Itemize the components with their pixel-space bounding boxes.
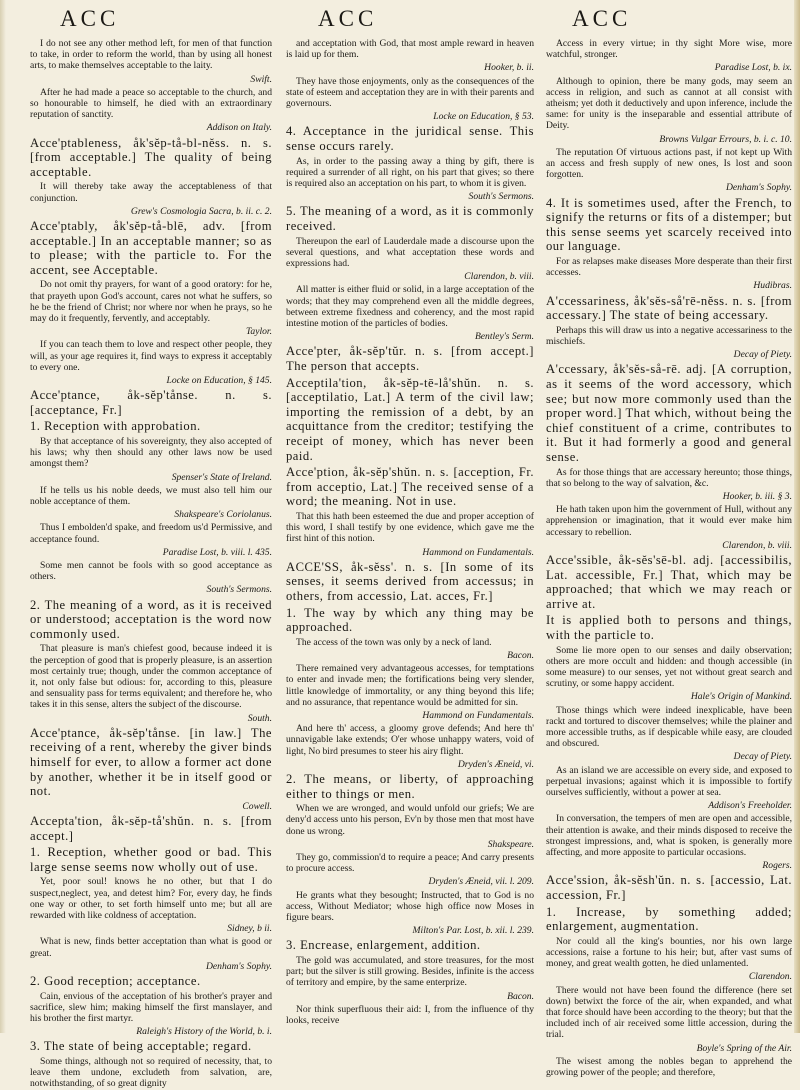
entry: 4. It is sometimes used, after the French, to signify the returns or fits of a distemper; but this sense seems yet scarcely received into our language. — [546, 195, 792, 254]
quotation: and acceptation with God, that most ample reward in heaven is laid up for them. — [286, 38, 534, 61]
column-3 — [546, 38, 792, 1079]
quotation: Cain, envious of the acceptation of his brother's prayer and sacrifice, slew him; making himself the first manslayer, and his brother the first martyr. — [30, 990, 272, 1025]
citation: Addison's Freeholder. — [708, 800, 792, 812]
quotation: The reputation Of virtuous actions past, if not kept up With an access and fresh supply of new ones, Is lost and soon forgotten. — [546, 146, 792, 181]
citation: South. — [247, 712, 272, 724]
citation: Hale's Origin of Mankind. — [690, 691, 792, 703]
citation: Raleigh's History of the World, b. i. — [136, 1026, 272, 1038]
entry: A'ccessary, åk'sĕs-så-rē. adj. [A corruption, as it seems of the word accessory, which see; but now more commonly used than the proper word.] That which, without being the chief constituent of a crime, contributes to it. But it had formerly a good and general sense. — [546, 362, 792, 464]
quotation: Some men cannot be fools with so good acceptance as others. — [30, 560, 272, 583]
quotation: As an island we are accessible on every side, and exposed to perpetual invasions; against which it is impossible to fortify ourselves sufficiently, without a power at sea. — [546, 764, 792, 798]
entry: Acce'ptance, åk-sĕp'tånse. n. s. [acceptance, Fr.] — [30, 388, 272, 417]
quotation: That pleasure is man's chiefest good, because indeed it is the perception of good that is properly pleasure, is an assertion most certainly true; though, under the common acceptance of it, not only false but odious: for, according to this, pleasure and sensuality pass for terms equivalent; and therefore he, who takes it in this sense, alters the subject of the discourse. — [30, 643, 272, 711]
citation: Grew's Cosmologia Sacra, b. ii. c. 2. — [130, 205, 272, 217]
page-left-edge — [0, 0, 6, 1033]
citation: South's Sermons. — [468, 191, 534, 203]
quotation: Do not omit thy prayers, for want of a good oratory: for he, that prayeth upon God's account, cares not what he suffers, so he be the friend of Christ; nor where nor when he prays, so he may do it frequently, fervently, and acceptably. — [30, 279, 272, 324]
quotation: All matter is either fluid or solid, in a large acceptation of the words; that they may comprehend even all the middle degrees, between extreme fixedness and coherency, and the most rapid intestine motion of the particles of bodies. — [286, 284, 534, 330]
citation: Clarendon, b. viii. — [722, 539, 792, 551]
citation: Swift. — [250, 73, 272, 85]
citation: Paradise Lost, b. viii. l. 435. — [162, 546, 272, 558]
quotation: He hath taken upon him the government of Hull, without any apprehension or imagination, that it would ever make him accessary to rebellion. — [546, 504, 792, 538]
citation: Hooker, b. ii. — [484, 62, 534, 74]
quotation: They go, commission'd to require a peace; And carry presents to procure access. — [286, 851, 534, 875]
entry: It is applied both to persons and things, with the particle to. — [546, 613, 792, 642]
quotation: There would not have been found the difference (here set down) betwixt the force of the air, when expanded, and what that force should have been according to the theory; but that the included inch of air received some little accession, during the trial. — [546, 984, 792, 1041]
quotation: The gold was accumulated, and store treasures, for the most part; but the silver is still growing. Besides, infinite is the access of territory and empire, by the same enterprize. — [286, 955, 534, 989]
citation: Taylor. — [245, 326, 272, 338]
entry: 1. Reception with approbation. — [30, 419, 201, 434]
citation: Shakspeare. — [487, 838, 534, 850]
citation: South's Sermons. — [206, 584, 272, 596]
citation: Denham's Sophy. — [725, 182, 792, 194]
citation: Hammond on Fundamentals. — [422, 709, 534, 721]
citation: Shakspeare's Coriolanus. — [174, 509, 272, 521]
quotation: For as relapses make diseases More desperate than their first accesses. — [546, 256, 792, 279]
citation: Locke on Education, § 53. — [433, 111, 534, 123]
entry: 1. The way by which any thing may be approached. — [286, 605, 534, 635]
quotation: As, in order to the passing away a thing by gift, there is required a surrender of all right, on his part that gives; so there is required also an acceptation on his part, to whom it is given. — [286, 155, 534, 190]
entry: Acce'ssion, åk-sĕsh'ŭn. n. s. [accessio, Lat. accession, Fr.] — [546, 873, 792, 903]
quotation: Some things, although not so required of necessity, that, to leave them undone, excludeth from salvation, are, notwithstanding, of so great dignity — [30, 1056, 272, 1090]
quotation: Those things which were indeed inexplicable, have been rackt and tortured to discover themselves; while the plainer and more accessible truths, as if despicable while easy, are clouded and obscured. — [546, 704, 792, 750]
header-right: ACC — [572, 6, 632, 31]
citation: Rogers. — [762, 860, 792, 872]
quotation: Thus I embolden'd spake, and freedom us'd Permissive, and acceptance found. — [30, 522, 272, 545]
quotation: By that acceptance of his sovereignty, they also accepted of his laws; why then should any other laws now be used amongst them? — [30, 436, 272, 470]
quotation: He grants what they besought; Instructed, that to God is no access, Without Mediator; whose high office now Moses in figure bears. — [286, 889, 534, 923]
citation: Dryden's Æneid, vii. l. 209. — [428, 876, 534, 888]
entry: A'ccessariness, åk'sĕs-så'rē-nĕss. n. s. [from accessary.] The state of being accessary. — [546, 293, 792, 323]
quotation: In conversation, the tempers of men are open and accessible, their attention is awake, and their minds disposed to receive the strongest impressions, and, what is spoken, is generally more affecting, and more apposite to particular occasions. — [546, 813, 792, 859]
citation: Browns Vulgar Errours, b. i. c. 10. — [659, 133, 792, 145]
citation: Boyle's Spring of the Air. — [696, 1042, 792, 1054]
entry: Acce'ptably, åk'sĕp-tå-blē, adv. [from acceptable.] In an acceptable manner; so as to please; with the particle to. For the accent, see Acceptable. — [30, 219, 272, 277]
quotation: If he tells us his noble deeds, we must also tell him our noble acceptance of them. — [30, 484, 272, 508]
citation: Milton's Par. Lost, b. xii. l. 239. — [412, 925, 534, 937]
citation: Locke on Education, § 145. — [166, 375, 272, 387]
entry: 2. The means, or liberty, of approaching either to things or men. — [286, 771, 534, 801]
quotation: If you can teach them to love and respect other people, they will, as your age requires it, find ways to express it acceptably to every one. — [30, 339, 272, 373]
entry: Acce'ptableness, åk'sĕp-tå-bl-nĕss. n. s. [from acceptable.] The quality of being acceptable. — [30, 135, 272, 179]
citation: Bacon. — [507, 990, 534, 1002]
header-left: ACC — [60, 6, 120, 31]
quotation: Some lie more open to our senses and daily observation; others are more occult and hidden: and though accessible (in some measure) to our senses, yet not without great search and scrutiny, or some happy accident. — [546, 644, 792, 690]
citation: Cowell. — [242, 800, 272, 812]
quotation: Although to opinion, there be many gods, may seem an access in religion, and such as cannot at all consist with atheism; yet doth it deductively and upon inference, include the same: for unity is the inseparable and essential attribute of Deity. — [546, 75, 792, 132]
citation: Paradise Lost, b. ix. — [714, 62, 792, 74]
citation: Clarendon. — [748, 971, 792, 983]
citation: Dryden's Æneid, vi. — [457, 758, 534, 770]
entry: 2. The meaning of a word, as it is received or understood; acceptation is the word now commonly used. — [30, 597, 272, 641]
entry: 1. Increase, by something added; enlargement, augmentation. — [546, 904, 792, 934]
entry: 3. Encrease, enlargement, addition. — [286, 938, 481, 953]
entry: ACCE'SS, åk-sĕss'. n. s. [In some of its senses, it seems derived from accessus; in others, from accessio, Lat. acces, Fr.] — [286, 559, 534, 603]
quotation: Perhaps this will draw us into a negative accessariness to the mischiefs. — [546, 324, 792, 348]
entry: Acce'ptance, åk-sĕp'tånse. [in law.] The receiving of a rent, whereby the giver binds himself for ever, to allow a former act done by another, whether it be in itself good or not. — [30, 725, 272, 799]
citation: Hooker, b. iii. § 3. — [722, 490, 792, 502]
entry: Accepta'tion, åk-sĕp-tå'shŭn. n. s. [from accept.] — [30, 814, 272, 843]
entry: Acce'ssible, åk-sĕs'sē-bl. adj. [accessibilis, Lat. accessible, Fr.] That, which may be approached; that which we may reach or arrive at. — [546, 553, 792, 611]
entry: Acceptila'tion, åk-sĕp-tē-lå'shŭn. n. s. [acceptilatio, Lat.] A term of the civil law; importing the remission of a debt, by an acquittance from the creditor; testifying the receipt of money, which has never been paid. — [286, 375, 534, 463]
page-binding-edge — [794, 0, 800, 1033]
entry: 1. Reception, whether good or bad. This large sense seems now wholly out of use. — [30, 845, 272, 874]
quotation: When we are wronged, and would unfold our griefs; We are deny'd access unto his person, Ev'n by those men that most have done us wrong. — [286, 803, 534, 837]
quotation: Yet, poor soul! knows he no other, but that I do suspect,neglect, yea, and detest him? For, every day, he finds one way or other, to set forth himself unto me; but all are rewarded with like coldness of acceptation. — [30, 876, 272, 921]
column-1 — [30, 38, 272, 1090]
citation: Bentley's Serm. — [474, 331, 534, 343]
quotation: Nor think superfluous their aid: I, from the influence of thy looks, receive — [286, 1003, 534, 1027]
quotation: Access in every virtue; in thy sight More wise, more watchful, stronger. — [546, 38, 792, 61]
citation: Hammond on Fundamentals. — [422, 546, 534, 558]
running-header — [0, 6, 800, 34]
entry: 4. Acceptance in the juridical sense. This sense occurs rarely. — [286, 124, 534, 154]
quotation: It will thereby take away the acceptableness of that conjunction. — [30, 181, 272, 204]
entry: 2. Good reception; acceptance. — [30, 974, 201, 989]
quotation: Thereupon the earl of Lauderdale made a discourse upon the several questions, and what acceptation these words and expressions had. — [286, 235, 534, 270]
quotation: They have those enjoyments, only as the consequences of the state of esteem and acceptation they are in with their parents and governours. — [286, 75, 535, 110]
entry: Acce'ption, åk-sĕp'shŭn. n. s. [acception, Fr. from acceptio, Lat.] The received sense of a word; the meaning. Not in use. — [286, 465, 534, 509]
quotation: After he had made a peace so acceptable to the church, and so honourable to himself, he died with an extraordinary reputation of sanctity. — [30, 86, 272, 121]
column-2 — [286, 38, 534, 1028]
citation: Addison on Italy. — [206, 122, 272, 134]
citation: Bacon. — [507, 649, 534, 661]
quotation: That this hath been esteemed the due and proper acception of this word, I shall testify by one evidence, which gave me the first hint of this notion. — [286, 510, 534, 545]
citation: Hudibras. — [753, 280, 792, 292]
quotation: I do not see any other method left, for men of that function to take, in order to reform the world, than by using all honest arts, to make themselves acceptable to the laity. — [30, 38, 272, 72]
citation: Decay of Piety. — [733, 751, 792, 763]
citation: Sidney, b ii. — [227, 923, 272, 935]
quotation: As for those things that are accessary hereunto; those things, that so belong to the way of salvation, &c. — [546, 466, 792, 489]
entry: 3. The state of being acceptable; regard. — [30, 1039, 252, 1054]
quotation: What is new, finds better acceptation than what is good or great. — [30, 936, 272, 959]
quotation: The wisest among the nobles began to apprehend the growing power of the people; and therefore, — [546, 1055, 792, 1079]
header-center: ACC — [318, 6, 378, 31]
citation: Spenser's State of Ireland. — [171, 471, 272, 483]
quotation: There remained very advantageous accesses, for temptations to enter and invade men; the fortifications being very slender, little knowledge of immortality, or any thing beyond this life; and no assurance, that repentance would be admitted for sin. — [286, 663, 534, 708]
quotation: Nor could all the king's bounties, nor his own large accessions, raise a fortune to his heir; but, after vast sums of money, and great wealth gotten, he died unlamented. — [546, 935, 792, 970]
quotation: The access of the town was only by a neck of land. — [296, 636, 492, 648]
quotation: And here th' access, a gloomy grove defends; And here th' unnavigable lake extends; O'er whose unhappy waters, void of light, No bird presumes to steer his airy flight. — [286, 723, 534, 757]
entry: 5. The meaning of a word, as it is commonly received. — [286, 204, 534, 234]
citation: Denham's Sophy. — [205, 960, 272, 972]
entry: Acce'pter, åk-sĕp'tŭr. n. s. [from accept.] The person that accepts. — [286, 344, 534, 374]
citation: Decay of Piety. — [733, 349, 792, 361]
citation: Clarendon, b. viii. — [464, 271, 534, 283]
